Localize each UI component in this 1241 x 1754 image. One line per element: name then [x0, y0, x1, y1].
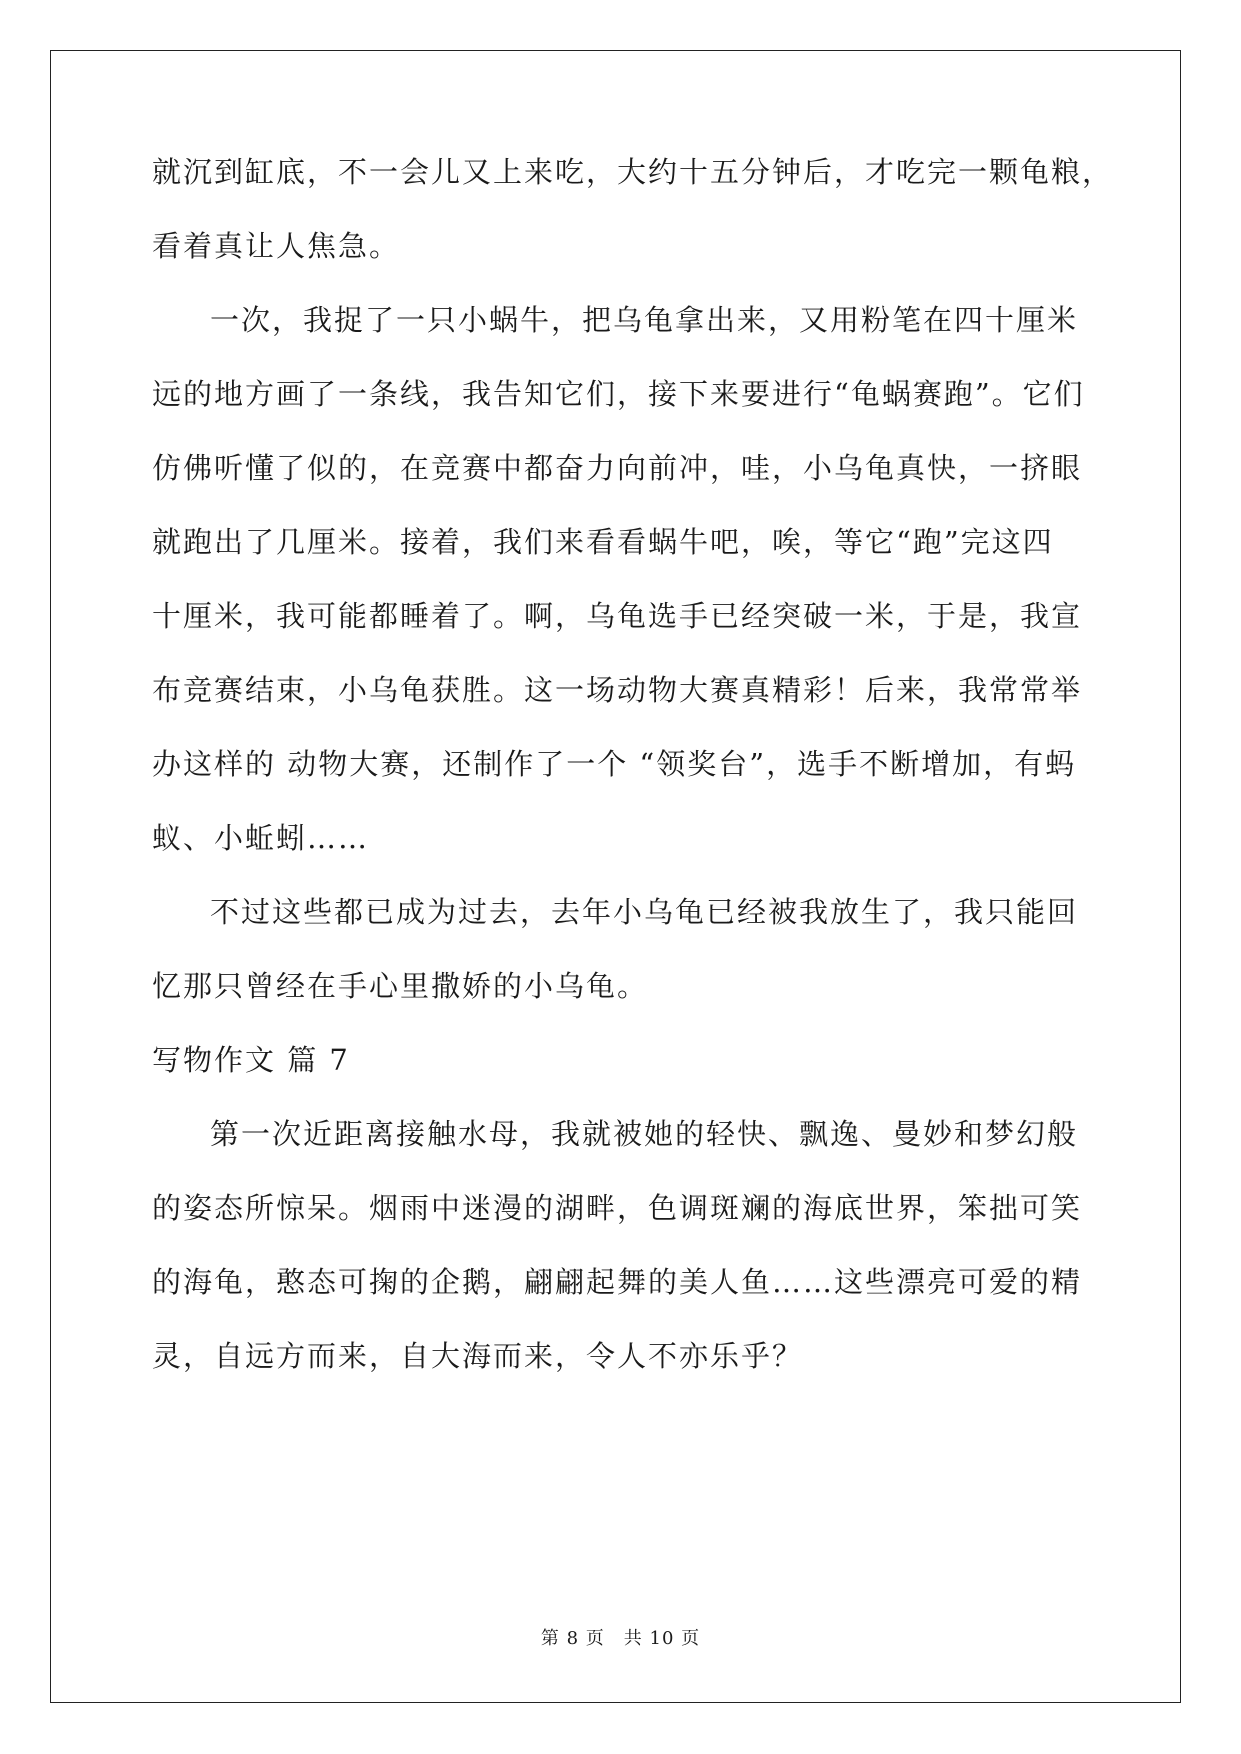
- text-line: 办这样的 动物大赛，还制作了一个 “领奖台”，选手不断增加，有蚂: [152, 747, 1077, 781]
- page-border: [50, 50, 1181, 1703]
- text-line: 就跑出了几厘米。接着，我们来看看蜗牛吧，唉，等它“跑”完这四: [152, 525, 1054, 559]
- paragraph-first-line: 第一次近距离接触水母，我就被她的轻快、飘逸、曼妙和梦幻般: [210, 1117, 1079, 1151]
- text-line: 蚁、小蚯蚓……: [152, 821, 370, 855]
- paragraph-first-line: 不过这些都已成为过去，去年小乌龟已经被我放生了，我只能回: [210, 895, 1079, 929]
- text-line: 的姿态所惊呆。烟雨中迷漫的湖畔，色调斑斓的海底世界，笨拙可笑: [152, 1191, 1083, 1225]
- page-number: 第 8 页 共 10 页: [540, 1628, 701, 1649]
- text-line: 灵，自远方而来，自大海而来，令人不亦乐乎？: [152, 1339, 804, 1373]
- text-line: 远的地方画了一条线，我告知它们，接下来要进行“龟蜗赛跑”。它们: [152, 377, 1085, 411]
- section-heading: 写物作文 篇 7: [152, 1043, 350, 1077]
- text-line: 的海龟，憨态可掬的企鹅，翩翩起舞的美人鱼……这些漂亮可爱的精: [152, 1265, 1083, 1299]
- text-line: 仿佛听懂了似的，在竞赛中都奋力向前冲，哇，小乌龟真快，一挤眼: [152, 451, 1083, 485]
- text-line: 布竞赛结束，小乌龟获胜。这一场动物大赛真精彩！后来，我常常举: [152, 673, 1083, 707]
- text-line: 忆那只曾经在手心里撒娇的小乌龟。: [152, 969, 649, 1003]
- paragraph-first-line: 一次，我捉了一只小蜗牛，把乌龟拿出来，又用粉笔在四十厘米: [210, 303, 1079, 337]
- text-line: 就沉到缸底，不一会儿又上来吃，大约十五分钟后，才吃完一颗龟粮，: [152, 155, 1114, 189]
- text-line: 十厘米，我可能都睡着了。啊，乌龟选手已经突破一米，于是，我宣: [152, 599, 1083, 633]
- text-line: 看着真让人焦急。: [152, 229, 401, 263]
